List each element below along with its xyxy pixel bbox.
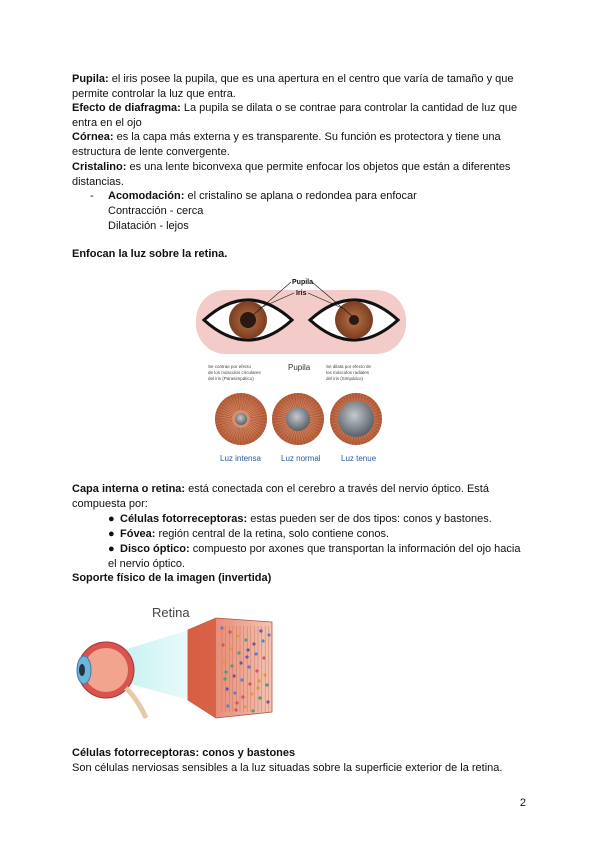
bullet-term: Fóvea: xyxy=(120,528,156,540)
paragraph-retina xyxy=(72,482,532,512)
text-acomodacion: el cristalino se aplana o redondea para enfocar xyxy=(184,190,417,202)
text-cristalino-line2: distancias. xyxy=(72,176,124,188)
term-retina: Capa interna o retina: xyxy=(72,483,186,495)
paragraph-cristalino xyxy=(72,160,532,190)
bullet-dot: ● xyxy=(108,543,115,555)
text-pupila-line2: permite controlar la luz que entra. xyxy=(72,88,236,100)
dash-marker: - xyxy=(90,190,94,202)
pupil-disc-dim xyxy=(330,393,382,445)
caption-luz-normal: Luz normal xyxy=(281,454,321,463)
note-left: Se contrae por efecto de los músculos circulares del iris (Parasimpático) xyxy=(208,364,261,381)
term-acomodacion: Acomodación: xyxy=(108,190,185,202)
text-retina: está conectada con el cerebro a través del nervio óptico. Está xyxy=(185,483,489,495)
caption-luz-intensa: Luz intensa xyxy=(220,454,261,463)
caption-luz-tenue: Luz tenue xyxy=(341,454,377,463)
text-cristalino: es una lente biconvexa que permite enfocar los objetos que están a diferentes xyxy=(126,161,511,173)
note-right: Se dilata por efecto de los músculos radiales del iris (Simpático) xyxy=(326,364,372,381)
label-iris: Iris xyxy=(296,290,307,297)
bullet-item xyxy=(108,527,528,542)
bullet-dot: ● xyxy=(108,528,115,540)
heading-enfocan: Enfocan la luz sobre la retina. xyxy=(72,248,228,260)
label-pupila-center: Pupila xyxy=(288,363,311,372)
text-cornea: es la capa más externa y es transparente. Su función es protectora y tiene una xyxy=(113,131,501,143)
paragraph-diafragma xyxy=(72,101,532,131)
term-diafragma: Efecto de diafragma: xyxy=(72,102,181,114)
term-pupila: Pupila: xyxy=(72,73,109,85)
pupil-disc-intense xyxy=(215,393,267,445)
retina-title: Retina xyxy=(152,605,190,620)
bullet-item xyxy=(108,512,528,527)
bullet-text: compuesto por axones que transportan la información del ojo hacia xyxy=(189,543,521,555)
paragraph-cornea xyxy=(72,130,532,160)
term-cornea: Córnea: xyxy=(72,131,114,143)
term-cristalino: Cristalino: xyxy=(72,161,127,173)
label-pupila: Pupila xyxy=(292,279,314,286)
text-diafragma-line2: entra en el ojo xyxy=(72,117,142,129)
bullet-text: región central de la retina, solo contiene conos. xyxy=(155,528,390,540)
bullet-term: Disco óptico: xyxy=(120,543,190,555)
retina-block xyxy=(188,618,272,718)
paragraph-celulas: Son células nerviosas sensibles a la luz situadas sobre la superficie exterior de la retina. xyxy=(72,762,503,774)
heading-soporte: Soporte físico de la imagen (invertida) xyxy=(72,572,272,584)
bullet-continuation: el nervio óptico. xyxy=(108,558,186,570)
bullet-text: estas pueden ser de dos tipos: conos y bastones. xyxy=(247,513,492,525)
page-number: 2 xyxy=(519,797,526,809)
acomodacion-line xyxy=(108,189,417,204)
bullet-item xyxy=(108,542,528,557)
text-cornea-line2: estructura de lente convergente. xyxy=(72,146,230,158)
text-pupila: el iris posee la pupila, que es una apertura en el centro que varía de tamaño y que xyxy=(108,73,514,85)
bullet-dot: ● xyxy=(108,513,115,525)
bullet-term: Células fotorreceptoras: xyxy=(120,513,248,525)
heading-celulas: Células fotorreceptoras: conos y bastones xyxy=(72,747,296,759)
acomodacion-sub1: Contracción - cerca xyxy=(108,205,204,217)
text-retina-line2: compuesta por: xyxy=(72,498,148,510)
figure-retina xyxy=(76,600,276,725)
acomodacion-sub2: Dilatación - lejos xyxy=(108,220,189,232)
text-diafragma: La pupila se dilata o se contrae para controlar la cantidad de luz que xyxy=(180,102,518,114)
paragraph-pupila xyxy=(72,72,532,102)
pupil-disc-normal xyxy=(272,393,324,445)
figure-eyes-pupils xyxy=(196,272,406,466)
